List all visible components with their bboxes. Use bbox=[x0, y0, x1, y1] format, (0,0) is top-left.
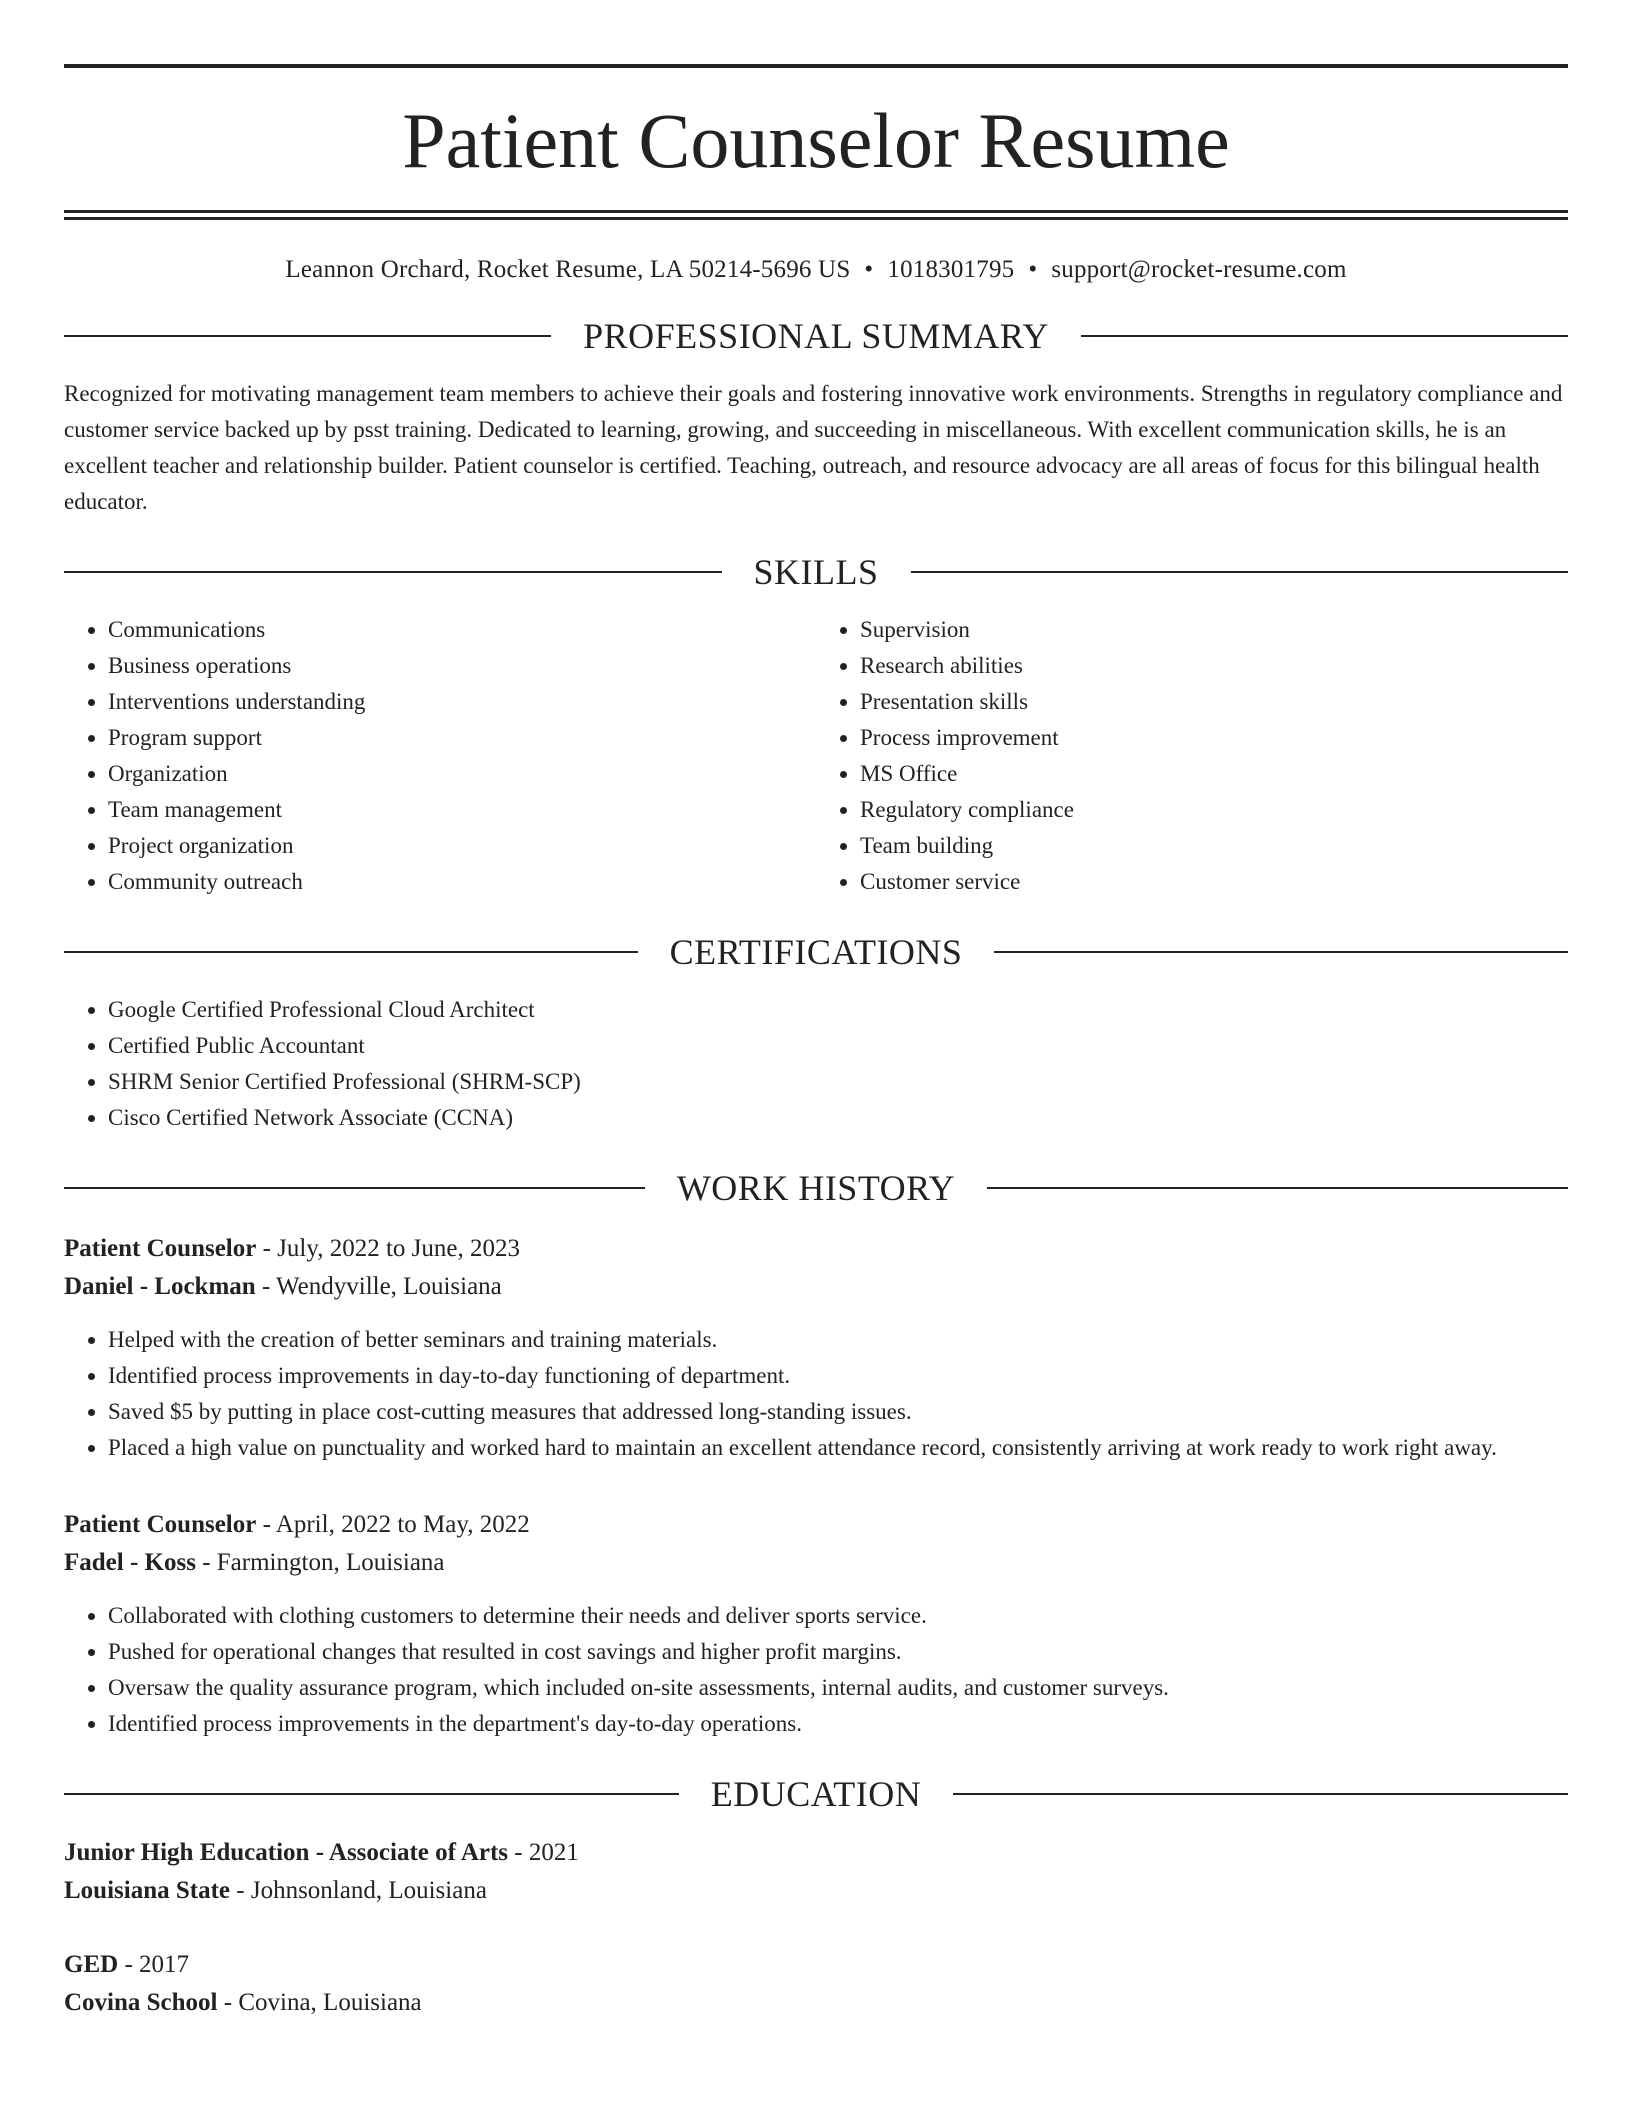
job-dates: - April, 2022 to May, 2022 bbox=[256, 1511, 530, 1538]
education-year: - 2021 bbox=[508, 1839, 579, 1866]
job-dates: - July, 2022 to June, 2023 bbox=[256, 1235, 521, 1262]
job-bullet: • Placed a high value on punctuality and worked hard to maintain an excellent attendance record, consistently arriving at work ready to work right away. bbox=[108, 1430, 1568, 1466]
job-company-line bbox=[64, 1544, 1568, 1582]
skill-item: • MS Office bbox=[860, 756, 1568, 792]
section-header-certifications bbox=[64, 934, 1568, 970]
job-bullet: • Oversaw the quality assurance program, which included on-site assessments, internal audits, and customer surveys. bbox=[108, 1670, 1568, 1706]
section-title-summary: PROFESSIONAL SUMMARY bbox=[583, 316, 1049, 356]
contact-separator: • bbox=[864, 256, 874, 283]
education-school: Covina School bbox=[64, 1989, 218, 2016]
skill-item: • Program support bbox=[108, 720, 816, 756]
resume-content bbox=[64, 64, 1568, 2022]
job-title: Patient Counselor bbox=[64, 1511, 257, 1538]
skills-column-right bbox=[816, 612, 1568, 900]
skill-item: • Process improvement bbox=[860, 720, 1568, 756]
job-company: Daniel - Lockman bbox=[64, 1273, 256, 1300]
skill-item: • Community outreach bbox=[108, 864, 816, 900]
skill-item: • Business operations bbox=[108, 648, 816, 684]
job-company: Fadel - Koss bbox=[64, 1549, 196, 1576]
skill-item: • Regulatory compliance bbox=[860, 792, 1568, 828]
section-header-education bbox=[64, 1776, 1568, 1812]
job-location: - Farmington, Louisiana bbox=[195, 1549, 445, 1576]
certifications-list bbox=[64, 992, 1568, 1136]
summary-text: Recognized for motivating management team members to achieve their goals and fostering innovative work environments. Strengths in regulatory compliance and customer service backed up by psst training. Dedicated to learning, growing, and succeeding in miscellaneous. With excellent communication skills, he is an excellent teacher and relationship builder. Patient counselor is certified. Teaching, outreach, and resource advocacy are all areas of focus for this bilingual health educator. bbox=[64, 381, 1563, 514]
education-location: - Johnsonland, Louisiana bbox=[230, 1877, 487, 1904]
contact-line bbox=[64, 256, 1568, 284]
education-school-line bbox=[64, 1984, 1568, 2022]
job-bullets bbox=[64, 1598, 1568, 1742]
job-entry bbox=[64, 1230, 1568, 1466]
job-bullet: • Pushed for operational changes that resulted in cost savings and higher profit margins. bbox=[108, 1634, 1568, 1670]
section-rule bbox=[911, 571, 1569, 573]
skill-item: • Presentation skills bbox=[860, 684, 1568, 720]
job-company-line bbox=[64, 1268, 1568, 1306]
contact-address: Leannon Orchard, Rocket Resume, LA 50214-5696 US bbox=[285, 256, 851, 283]
section-rule bbox=[987, 1187, 1568, 1189]
certification-item: • Google Certified Professional Cloud Architect bbox=[108, 992, 1568, 1028]
section-title-work: WORK HISTORY bbox=[676, 1168, 956, 1208]
job-bullet: • Collaborated with clothing customers to determine their needs and deliver sports service. bbox=[108, 1598, 1568, 1634]
skill-item: • Research abilities bbox=[860, 648, 1568, 684]
education-school: Louisiana State bbox=[64, 1877, 231, 1904]
job-bullet: • Identified process improvements in the department's day-to-day operations. bbox=[108, 1706, 1568, 1742]
top-rule bbox=[64, 64, 1568, 68]
skill-item: • Organization bbox=[108, 756, 816, 792]
job-bullet: • Helped with the creation of better seminars and training materials. bbox=[108, 1322, 1568, 1358]
skill-item: • Interventions understanding bbox=[108, 684, 816, 720]
education-entry bbox=[64, 1834, 1568, 1910]
certification-item: • Cisco Certified Network Associate (CCNA) bbox=[108, 1100, 1568, 1136]
skill-item: • Customer service bbox=[860, 864, 1568, 900]
job-title-line bbox=[64, 1506, 1568, 1544]
education-degree: GED bbox=[64, 1951, 119, 1978]
education-year: - 2017 bbox=[118, 1951, 190, 1978]
skill-item: • Communications bbox=[108, 612, 816, 648]
section-title-certifications: CERTIFICATIONS bbox=[669, 932, 963, 972]
contact-phone: 1018301795 bbox=[887, 256, 1015, 283]
job-title-line bbox=[64, 1230, 1568, 1268]
section-rule bbox=[64, 335, 551, 337]
skill-item: • Team building bbox=[860, 828, 1568, 864]
section-rule bbox=[953, 1793, 1568, 1795]
skills-column-left bbox=[64, 612, 816, 900]
job-bullet: • Identified process improvements in day-to-day functioning of department. bbox=[108, 1358, 1568, 1394]
job-location: - Wendyville, Louisiana bbox=[255, 1273, 502, 1300]
section-rule bbox=[64, 1187, 645, 1189]
section-header-work bbox=[64, 1170, 1568, 1206]
job-bullets bbox=[64, 1322, 1568, 1466]
skill-item: • Team management bbox=[108, 792, 816, 828]
education-location: - Covina, Louisiana bbox=[217, 1989, 422, 2016]
skills-list bbox=[64, 612, 1568, 900]
job-title: Patient Counselor bbox=[64, 1235, 257, 1262]
job-bullet: • Saved $5 by putting in place cost-cutting measures that addressed long-standing issues. bbox=[108, 1394, 1568, 1430]
contact-separator: • bbox=[1028, 256, 1038, 283]
section-rule bbox=[64, 571, 722, 573]
skill-item: • Supervision bbox=[860, 612, 1568, 648]
section-header-skills bbox=[64, 554, 1568, 590]
section-rule bbox=[994, 951, 1568, 953]
education-entry bbox=[64, 1946, 1568, 2022]
title-double-rule bbox=[64, 210, 1568, 220]
education-degree: Junior High Education - Associate of Arts bbox=[64, 1839, 509, 1866]
education-degree-line bbox=[64, 1834, 1568, 1872]
skill-item: • Project organization bbox=[108, 828, 816, 864]
page-title: Patient Counselor Resume bbox=[402, 97, 1230, 184]
section-header-summary bbox=[64, 318, 1568, 354]
certification-item: • SHRM Senior Certified Professional (SHRM-SCP) bbox=[108, 1064, 1568, 1100]
certification-item: • Certified Public Accountant bbox=[108, 1028, 1568, 1064]
education-degree-line bbox=[64, 1946, 1568, 1984]
education-school-line bbox=[64, 1872, 1568, 1910]
section-rule bbox=[64, 1793, 679, 1795]
section-rule bbox=[1081, 335, 1568, 337]
section-title-skills: SKILLS bbox=[753, 552, 879, 592]
job-entry bbox=[64, 1506, 1568, 1742]
section-title-education: EDUCATION bbox=[710, 1774, 922, 1814]
section-rule bbox=[64, 951, 638, 953]
contact-email: support@rocket-resume.com bbox=[1051, 256, 1347, 283]
